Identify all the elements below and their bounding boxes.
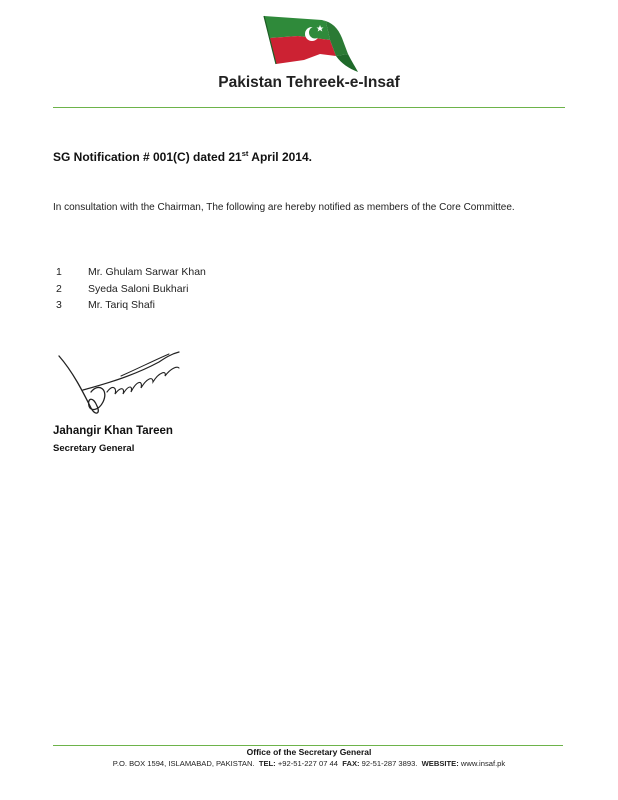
- footer-contact: [0, 759, 618, 768]
- footer-tel: +92-51-227 07 44: [277, 759, 338, 768]
- member-name: Mr. Tariq Shafi: [88, 299, 155, 311]
- footer-fax-label: FAX:: [342, 759, 360, 768]
- footer-address: P.O. BOX 1594, ISLAMABAD, PAKISTAN.: [112, 759, 255, 768]
- member-number: 2: [56, 282, 62, 295]
- member-name: Syeda Saloni Bukhari: [88, 282, 189, 295]
- party-flag-logo: [262, 14, 360, 74]
- footer-website-label: WEBSITE:: [421, 759, 459, 768]
- member-number: 3: [56, 299, 62, 311]
- footer-fax: 92-51-287 3893.: [361, 759, 418, 768]
- member-number: 1: [56, 266, 62, 278]
- intro-paragraph: In consultation with the Chairman, The following are hereby notified as members of the Core Committee.: [53, 202, 515, 213]
- signatory-name: Jahangir Khan Tareen: [53, 425, 173, 437]
- organization-name: Pakistan Tehreek-e-Insaf: [218, 74, 400, 91]
- header-divider: [53, 107, 565, 108]
- subject-superscript: st: [241, 149, 249, 158]
- list-item: [56, 297, 206, 314]
- footer-divider: [53, 745, 563, 746]
- member-name: Mr. Ghulam Sarwar Khan: [88, 266, 206, 278]
- subject-suffix: April 2014.: [248, 150, 312, 164]
- list-item: [56, 281, 206, 298]
- footer-tel-label: TEL:: [258, 759, 276, 768]
- member-list: [56, 264, 206, 314]
- handwritten-signature: [55, 346, 185, 418]
- footer-website: www.insaf.pk: [460, 759, 506, 768]
- notification-subject: [53, 150, 312, 164]
- list-item: [56, 264, 206, 281]
- signatory-title: Secretary General: [53, 443, 135, 454]
- subject-prefix: SG Notification # 001(C) dated 21: [53, 150, 242, 164]
- footer-office: Office of the Secretary General: [246, 747, 372, 757]
